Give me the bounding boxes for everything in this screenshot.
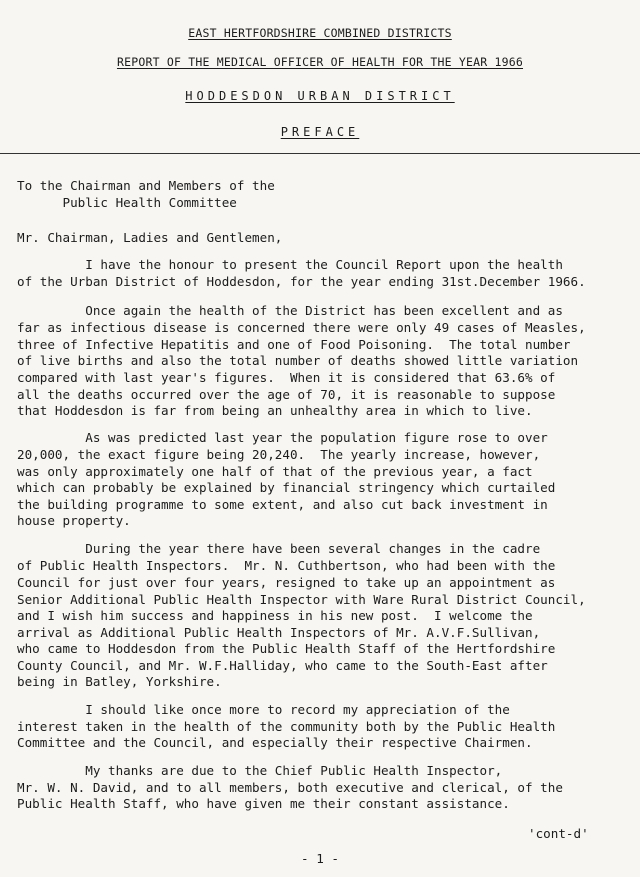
paragraph-line: and I wish him success and happiness in his new post. I welcome the [17,608,533,623]
report-title: REPORT OF THE MEDICAL OFFICER OF HEALTH FOR THE YEAR 1966 [116,55,524,69]
paragraph-line: the building programme to some extent, and also cut back investment in [17,497,548,512]
paragraph-line: interest taken in the health of the community both by the Public Health [17,719,556,734]
paragraph-line: Committee and the Council, and especially their respective Chairmen. [17,735,533,750]
horizontal-rule [0,153,640,154]
paragraph-line: of the Urban District of Hoddesdon, for the year ending 31st.December 1966. [17,274,586,289]
paragraph-line: 20,000, the exact figure being 20,240. The yearly increase, however, [17,447,541,462]
paragraph-line: Public Health Staff, who have given me their constant assistance. [17,796,510,811]
district-heading: HODDESDON URBAN DISTRICT [185,89,455,103]
salutation: Mr. Chairman, Ladies and Gentlemen, [17,230,283,245]
continued-marker: 'cont-d' [528,826,589,841]
address-line: Public Health Committee [17,195,237,210]
paragraph-line: During the year there have been several changes in the cadre [17,541,541,556]
paragraph-line: I should like once more to record my appreciation of the [17,702,510,717]
paragraph-line: all the deaths occurred over the age of 70, it is reasonable to suppose [17,387,556,402]
paragraph-line: I have the honour to present the Council Report upon the health [17,257,563,272]
paragraph-line: arrival as Additional Public Health Inspectors of Mr. A.V.F.Sullivan, [17,625,541,640]
organisation-heading: EAST HERTFORDSHIRE COMBINED DISTRICTS [188,26,452,40]
preface-heading: PREFACE [280,125,360,139]
paragraph-line: of live births and also the total number of deaths showed little variation [17,353,579,368]
paragraph-line: Mr. W. N. David, and to all members, both executive and clerical, of the [17,780,563,795]
paragraph-line: My thanks are due to the Chief Public Health Inspector, [17,763,503,778]
paragraph-line: house property. [17,513,131,528]
paragraph-line: Once again the health of the District has been excellent and as [17,303,563,318]
paragraph-line: was only approximately one half of that of the previous year, a fact [17,464,533,479]
paragraph-line: being in Batley, Yorkshire. [17,674,222,689]
paragraph-line: that Hoddesdon is far from being an unhealthy area in which to live. [17,403,533,418]
paragraph-line: Senior Additional Public Health Inspector with Ware Rural District Council, [17,592,586,607]
paragraph-line: who came to Hoddesdon from the Public Health Staff of the Hertfordshire [17,641,556,656]
paragraph-line: of Public Health Inspectors. Mr. N. Cuthbertson, who had been with the [17,558,556,573]
paragraph-line: three of Infective Hepatitis and one of Food Poisoning. The total number [17,337,571,352]
paragraph-line: compared with last year's figures. When it is considered that 63.6% of [17,370,556,385]
page-number: - 1 - [301,851,339,866]
paragraph-line: which can probably be explained by financial stringency which curtailed [17,480,556,495]
paragraph-line: far as infectious disease is concerned there were only 49 cases of Measles, [17,320,586,335]
paragraph-line: Council for just over four years, resigned to take up an appointment as [17,575,556,590]
address-line: To the Chairman and Members of the [17,178,275,193]
paragraph-line: As was predicted last year the population figure rose to over [17,430,548,445]
paragraph-line: County Council, and Mr. W.F.Halliday, who came to the South-East after [17,658,548,673]
